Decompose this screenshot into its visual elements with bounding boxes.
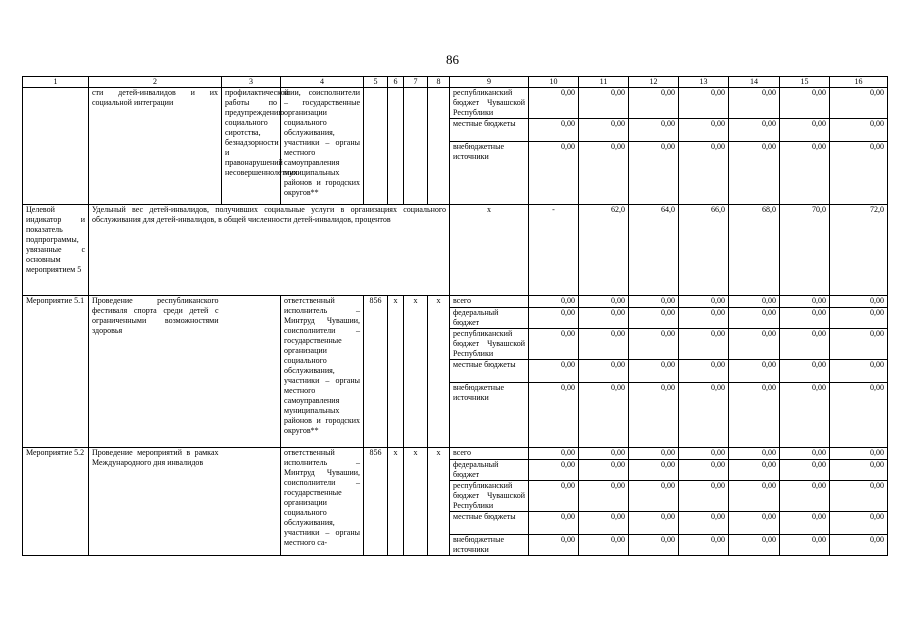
measure-5-2-value-11: 0,00 — [579, 535, 629, 556]
measure-5-2-value-11: 0,00 — [579, 448, 629, 460]
value-col-12: 0,00 — [629, 119, 679, 142]
value-col-13: 0,00 — [679, 119, 729, 142]
value-col-12: 0,00 — [629, 142, 679, 205]
measure-5-1-value-14: 0,00 — [729, 329, 780, 360]
measure-5-1-value-16: 0,00 — [830, 308, 888, 329]
measure-5-2-value-15: 0,00 — [780, 512, 830, 535]
measure-5-2-value-13: 0,00 — [679, 448, 729, 460]
measure-5-2-value-11: 0,00 — [579, 512, 629, 535]
column-number-15: 15 — [780, 77, 830, 88]
measure-5-1-col7: x — [404, 296, 428, 448]
measure-5-1-label: Мероприятие 5.1 — [23, 296, 89, 448]
target-indicator-col10: - — [529, 205, 579, 296]
column-number-1: 1 — [23, 77, 89, 88]
measure-5-2-description: Проведение мероприятий в рамках Международного дня инвалидов — [89, 448, 222, 556]
measure-5-1-value-15: 0,00 — [780, 360, 830, 383]
measure-5-1-row — [23, 296, 888, 308]
value-col-10: 0,00 — [529, 119, 579, 142]
measure-5-1-value-10: 0,00 — [529, 360, 579, 383]
measure-5-2-value-14: 0,00 — [729, 460, 780, 481]
measure-5-2-col8: x — [428, 448, 450, 556]
measure-5-1-value-14: 0,00 — [729, 308, 780, 329]
measure-5-2-value-14: 0,00 — [729, 535, 780, 556]
funding-source: местные бюджеты — [450, 119, 529, 142]
measure-5-2-row — [23, 448, 888, 460]
page-number: 86 — [446, 52, 459, 67]
measure-5-2-value-10: 0,00 — [529, 512, 579, 535]
measure-5-1-value-15: 0,00 — [780, 383, 830, 448]
measure-5-2-value-11: 0,00 — [579, 481, 629, 512]
measure-5-2-value-13: 0,00 — [679, 512, 729, 535]
measure-5-2-value-12: 0,00 — [629, 448, 679, 460]
measure-5-2-funding-source: республиканский бюджет Чувашской Республики — [450, 481, 529, 512]
measure-5-1-value-16: 0,00 — [830, 329, 888, 360]
column-number-5: 5 — [364, 77, 388, 88]
col1-continuation — [23, 88, 89, 205]
measure-5-1-value-12: 0,00 — [629, 308, 679, 329]
measure-5-1-value-12: 0,00 — [629, 383, 679, 448]
measure-5-1-value-13: 0,00 — [679, 383, 729, 448]
measure-5-2-value-16: 0,00 — [830, 535, 888, 556]
value-col-11: 0,00 — [579, 142, 629, 205]
measure-5-2-value-15: 0,00 — [780, 535, 830, 556]
measure-5-1-value-15: 0,00 — [780, 329, 830, 360]
program-table — [22, 76, 888, 556]
column-number-16: 16 — [830, 77, 888, 88]
measure-5-2-value-12: 0,00 — [629, 512, 679, 535]
measure-5-1-value-11: 0,00 — [579, 296, 629, 308]
measure-5-1-value-14: 0,00 — [729, 360, 780, 383]
value-col-11: 0,00 — [579, 119, 629, 142]
column-number-13: 13 — [679, 77, 729, 88]
measure-5-1-value-11: 0,00 — [579, 383, 629, 448]
measure-5-1-value-10: 0,00 — [529, 383, 579, 448]
measure-5-1-value-15: 0,00 — [780, 296, 830, 308]
measure-5-1-value-16: 0,00 — [830, 296, 888, 308]
measure-5-1-value-11: 0,00 — [579, 308, 629, 329]
measure-5-1-value-12: 0,00 — [629, 360, 679, 383]
measure-5-1-value-13: 0,00 — [679, 296, 729, 308]
measure-5-2-col3 — [222, 448, 281, 556]
measure-5-1-value-10: 0,00 — [529, 296, 579, 308]
column-number-2: 2 — [89, 77, 222, 88]
measure-5-1-description: Проведение республиканского фестиваля спорта среди детей с ограниченными возможностями здоровья — [89, 296, 222, 448]
measure-5-2-value-14: 0,00 — [729, 481, 780, 512]
value-col-13: 0,00 — [679, 88, 729, 119]
measure-5-1-value-14: 0,00 — [729, 383, 780, 448]
measure-5-2-value-13: 0,00 — [679, 460, 729, 481]
measure-5-2-value-12: 0,00 — [629, 460, 679, 481]
measure-5-2-funding-source: всего — [450, 448, 529, 460]
col6-continuation — [388, 88, 404, 205]
measure-5-2-value-15: 0,00 — [780, 481, 830, 512]
measure-5-1-col6: x — [388, 296, 404, 448]
measure-5-1-col3 — [222, 296, 281, 448]
value-col-10: 0,00 — [529, 142, 579, 205]
measure-5-2-value-15: 0,00 — [780, 448, 830, 460]
col7-continuation — [404, 88, 428, 205]
measure-5-2-col6: x — [388, 448, 404, 556]
target-value-12: 64,0 — [629, 205, 679, 296]
measure-5-2-value-16: 0,00 — [830, 448, 888, 460]
measure-5-2-value-10: 0,00 — [529, 481, 579, 512]
measure-5-1-value-13: 0,00 — [679, 360, 729, 383]
column-number-3: 3 — [222, 77, 281, 88]
target-value-11: 62,0 — [579, 205, 629, 296]
measure-5-1-executor: ответственный исполнитель – Минтруд Чувашии, соисполнители – государственные организации социального обслуживания, участники – органы местного самоуправления муниципальных районов и городских округов** — [281, 296, 364, 448]
measure-5-1-funding-source: всего — [450, 296, 529, 308]
column-number-8: 8 — [428, 77, 450, 88]
value-col-15: 0,00 — [780, 119, 830, 142]
measure-5-2-value-10: 0,00 — [529, 448, 579, 460]
value-col-15: 0,00 — [780, 142, 830, 205]
funding-source: внебюджетные источники — [450, 142, 529, 205]
executor-continuation: шии, соисполнители – государственные организации социального обслуживания, участники – органы местного самоуправления муниципальных районов и городских округов** — [281, 88, 364, 205]
measure-5-2-value-14: 0,00 — [729, 512, 780, 535]
measure-5-1-funding-source: республиканский бюджет Чувашской Республики — [450, 329, 529, 360]
measure-5-2-col5: 856 — [364, 448, 388, 556]
measure-5-1-col8: x — [428, 296, 450, 448]
measure-5-1-value-13: 0,00 — [679, 308, 729, 329]
measure-5-2-value-11: 0,00 — [579, 460, 629, 481]
measure-5-2-funding-source: местные бюджеты — [450, 512, 529, 535]
measure-5-1-col5: 856 — [364, 296, 388, 448]
value-col-14: 0,00 — [729, 142, 780, 205]
measure-5-1-value-10: 0,00 — [529, 308, 579, 329]
value-col-14: 0,00 — [729, 119, 780, 142]
measure-5-1-value-13: 0,00 — [679, 329, 729, 360]
column-number-14: 14 — [729, 77, 780, 88]
measure-5-2-value-12: 0,00 — [629, 535, 679, 556]
target-value-16: 72,0 — [830, 205, 888, 296]
value-col-15: 0,00 — [780, 88, 830, 119]
measure-5-2-value-16: 0,00 — [830, 481, 888, 512]
funding-source: республиканский бюджет Чувашской Республики — [450, 88, 529, 119]
column-number-12: 12 — [629, 77, 679, 88]
measure-5-2-value-10: 0,00 — [529, 460, 579, 481]
value-col-16: 0,00 — [830, 119, 888, 142]
measure-5-2-value-13: 0,00 — [679, 535, 729, 556]
measure-5-1-value-10: 0,00 — [529, 329, 579, 360]
measure-5-2-value-16: 0,00 — [830, 460, 888, 481]
col5-continuation — [364, 88, 388, 205]
activity-description-continuation: сти детей-инвалидов и их социальной интеграции — [89, 88, 222, 205]
column-number-7: 7 — [404, 77, 428, 88]
value-col-13: 0,00 — [679, 142, 729, 205]
measure-5-1-value-11: 0,00 — [579, 360, 629, 383]
value-col-16: 0,00 — [830, 142, 888, 205]
measure-5-2-funding-source: федеральный бюджет — [450, 460, 529, 481]
measure-5-2-funding-source: внебюджетные источники — [450, 535, 529, 556]
measure-5-1-value-12: 0,00 — [629, 296, 679, 308]
measure-5-1-funding-source: федеральный бюджет — [450, 308, 529, 329]
column-number-11: 11 — [579, 77, 629, 88]
target-value-15: 70,0 — [780, 205, 830, 296]
column-number-10: 10 — [529, 77, 579, 88]
target-indicator-text: Удельный вес детей-инвалидов, получивших социальные услуги в организациях социального обслуживания для детей-инвалидов, в общей численности детей-инвалидов, процентов — [89, 205, 450, 296]
col8-continuation — [428, 88, 450, 205]
measure-5-2-value-15: 0,00 — [780, 460, 830, 481]
column-number-4: 4 — [281, 77, 364, 88]
measure-5-2-value-13: 0,00 — [679, 481, 729, 512]
target-value-13: 66,0 — [679, 205, 729, 296]
value-col-12: 0,00 — [629, 88, 679, 119]
measure-5-1-value-12: 0,00 — [629, 329, 679, 360]
measure-5-2-label: Мероприятие 5.2 — [23, 448, 89, 556]
measure-5-2-value-16: 0,00 — [830, 512, 888, 535]
column-number-9: 9 — [450, 77, 529, 88]
measure-5-1-funding-source: местные бюджеты — [450, 360, 529, 383]
measure-5-1-value-11: 0,00 — [579, 329, 629, 360]
measure-5-1-value-16: 0,00 — [830, 360, 888, 383]
value-col-16: 0,00 — [830, 88, 888, 119]
measure-5-2-value-14: 0,00 — [729, 448, 780, 460]
table-row — [23, 88, 888, 119]
value-col-10: 0,00 — [529, 88, 579, 119]
measure-5-1-funding-source: внебюджетные источники — [450, 383, 529, 448]
table-body — [23, 77, 888, 556]
goal-continuation: профилактической работы по предупреждению социального сиротства, безнадзорности и правонарушений несовершеннолетних — [222, 88, 281, 205]
value-col-14: 0,00 — [729, 88, 780, 119]
column-number-row — [23, 77, 888, 88]
measure-5-2-executor: ответственный исполнитель – Минтруд Чувашии, соисполнители – государственные организации социального обслуживания, участники – органы местного са- — [281, 448, 364, 556]
value-col-11: 0,00 — [579, 88, 629, 119]
target-value-14: 68,0 — [729, 205, 780, 296]
measure-5-2-value-12: 0,00 — [629, 481, 679, 512]
measure-5-1-value-15: 0,00 — [780, 308, 830, 329]
measure-5-2-value-10: 0,00 — [529, 535, 579, 556]
column-number-6: 6 — [388, 77, 404, 88]
measure-5-1-value-14: 0,00 — [729, 296, 780, 308]
target-indicator-col9: x — [450, 205, 529, 296]
target-indicator-row — [23, 205, 888, 296]
measure-5-1-value-16: 0,00 — [830, 383, 888, 448]
measure-5-2-col7: x — [404, 448, 428, 556]
target-indicator-label: Целевой индикатор и показатель подпрограммы, увязанные с основным мероприятием 5 — [23, 205, 89, 296]
